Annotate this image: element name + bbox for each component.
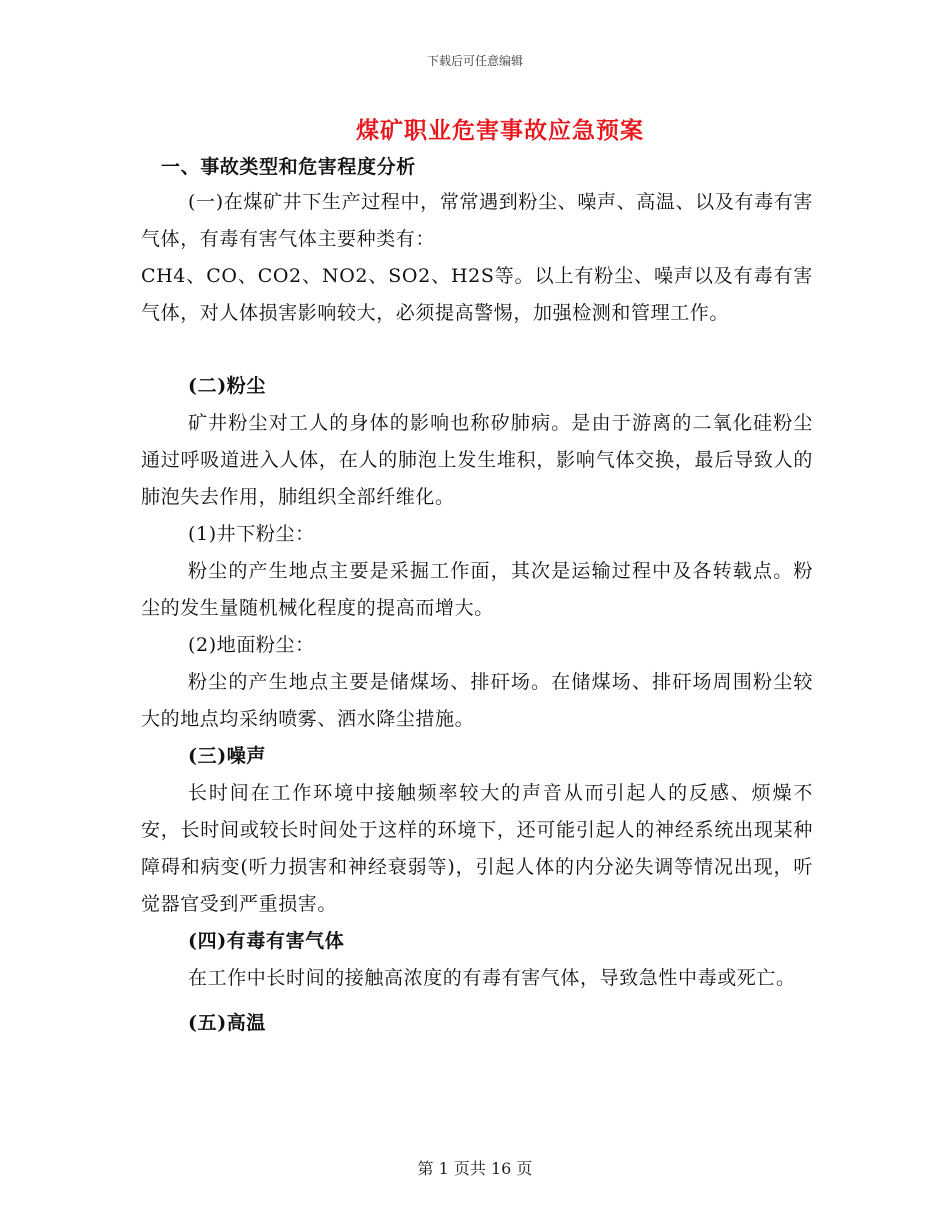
subheading-toxic-gas: (四)有毒有害气体 (188, 930, 345, 952)
paragraph-underground-dust: 粉尘的产生地点主要是采掘工作面，其次是运输过程中及各转载点。粉尘的发生量随机械化程度的提高而增大。 (141, 560, 813, 619)
paragraph-intro: (一)在煤矿井下生产过程中，常常遇到粉尘、噪声、高温、以及有毒有害气体，有毒有害气体主要种类有： (141, 191, 813, 250)
subheading-noise: (三)噪声 (188, 745, 266, 767)
paragraph-dust: 矿井粉尘对工人的身体的影响也称矽肺病。是由于游离的二氧化硅粉尘通过呼吸道进入人体，在人的肺泡上发生堆积，影响气体交换，最后导致人的肺泡失去作用，肺组织全部纤维化。 (141, 412, 813, 508)
subheading-high-temperature: (五)高温 (188, 1012, 266, 1034)
spacer (141, 332, 813, 368)
subheading-dust: (二)粉尘 (188, 375, 266, 397)
paragraph-gas-types: CH4、CO、CO2、NO2、SO2、H2S等。以上有粉尘、噪声以及有毒有害气体，对人体损害影响较大，必须提高警惕，加强检测和管理工作。 (141, 265, 813, 324)
document-body (141, 150, 813, 1042)
paragraph-surface-dust: 粉尘的产生地点主要是储煤场、排矸场。在储煤场、排矸场周围粉尘较大的地点均采纳喷雾、洒水降尘措施。 (141, 671, 813, 730)
header-note: 下载后可任意编辑 (426, 54, 523, 68)
section-heading-accident-types: 一、事故类型和危害程度分析 (161, 156, 416, 178)
paragraph-toxic-gas: 在工作中长时间的接触高浓度的有毒有害气体，导致急性中毒或死亡。 (188, 967, 796, 989)
subheading-underground-dust: (1)井下粉尘： (188, 523, 315, 545)
paragraph-noise: 长时间在工作环境中接触频率较大的声音从而引起人的反感、烦燥不安，长时间或较长时间处于这样的环境下，还可能引起人的神经系统出现某种障碍和病变(听力损害和神经衰弱等)，引起人体的内分泌失调等情况出现，听觉器官受到严重损害。 (141, 782, 813, 915)
document-title: 煤矿职业危害事故应急预案 (356, 117, 644, 144)
page-footer: 第 1 页共 16 页 (417, 1159, 533, 1178)
subheading-surface-dust: (2)地面粉尘： (188, 634, 315, 656)
